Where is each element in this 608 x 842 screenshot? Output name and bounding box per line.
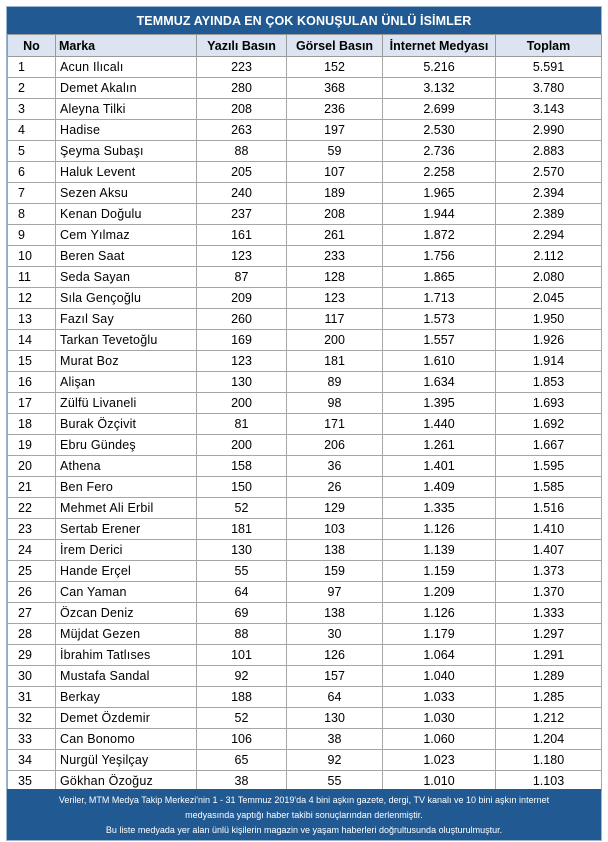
total-cell: 5.591	[496, 57, 602, 78]
name-cell: Mehmet Ali Erbil	[56, 498, 197, 519]
ranking-table	[7, 34, 602, 792]
internet-media-cell: 1.179	[383, 624, 496, 645]
table-row	[8, 435, 602, 456]
rank-cell: 27	[8, 603, 56, 624]
name-cell: Acun Ilıcalı	[56, 57, 197, 78]
source-note	[7, 789, 601, 840]
visual-media-cell: 64	[287, 687, 383, 708]
print-media-cell: 88	[197, 624, 287, 645]
internet-media-cell: 2.699	[383, 99, 496, 120]
print-media-cell: 64	[197, 582, 287, 603]
table-row	[8, 750, 602, 771]
total-cell: 1.853	[496, 372, 602, 393]
visual-media-cell: 89	[287, 372, 383, 393]
rank-cell: 7	[8, 183, 56, 204]
internet-media-cell: 5.216	[383, 57, 496, 78]
rank-cell: 30	[8, 666, 56, 687]
name-cell: Mustafa Sandal	[56, 666, 197, 687]
print-media-cell: 208	[197, 99, 287, 120]
print-media-cell: 223	[197, 57, 287, 78]
table-row	[8, 57, 602, 78]
table-row	[8, 729, 602, 750]
rank-cell: 18	[8, 414, 56, 435]
table-row	[8, 288, 602, 309]
print-media-cell: 158	[197, 456, 287, 477]
name-cell: Fazıl Say	[56, 309, 197, 330]
visual-media-cell: 206	[287, 435, 383, 456]
source-note-line-3: Bu liste medyada yer alan ünlü kişilerin magazin ve yaşam haberleri doğrultusunda oluşturulmuştur.	[105, 825, 503, 835]
print-media-cell: 55	[197, 561, 287, 582]
rank-cell: 8	[8, 204, 56, 225]
visual-media-cell: 138	[287, 603, 383, 624]
internet-media-cell: 1.335	[383, 498, 496, 519]
visual-media-cell: 38	[287, 729, 383, 750]
name-cell: Aleyna Tilki	[56, 99, 197, 120]
rank-cell: 34	[8, 750, 56, 771]
visual-media-cell: 107	[287, 162, 383, 183]
visual-media-cell: 92	[287, 750, 383, 771]
rank-cell: 12	[8, 288, 56, 309]
total-cell: 2.394	[496, 183, 602, 204]
total-cell: 1.373	[496, 561, 602, 582]
print-media-cell: 130	[197, 540, 287, 561]
name-cell: Murat Boz	[56, 351, 197, 372]
visual-media-cell: 129	[287, 498, 383, 519]
total-cell: 1.950	[496, 309, 602, 330]
print-media-cell: 88	[197, 141, 287, 162]
internet-media-cell: 1.573	[383, 309, 496, 330]
table-row	[8, 414, 602, 435]
table-row	[8, 78, 602, 99]
name-cell: Can Yaman	[56, 582, 197, 603]
visual-media-cell: 368	[287, 78, 383, 99]
print-media-cell: 200	[197, 393, 287, 414]
name-cell: Alişan	[56, 372, 197, 393]
print-media-cell: 150	[197, 477, 287, 498]
visual-media-cell: 159	[287, 561, 383, 582]
rank-cell: 23	[8, 519, 56, 540]
print-media-cell: 260	[197, 309, 287, 330]
name-cell: Hande Erçel	[56, 561, 197, 582]
print-media-cell: 200	[197, 435, 287, 456]
table-row	[8, 351, 602, 372]
ranking-document	[6, 6, 602, 841]
table-header-row	[8, 35, 602, 57]
total-cell: 2.045	[496, 288, 602, 309]
source-note-line-1: Veriler, MTM Medya Takip Merkezi'nin 1 - 31 Temmuz 2019'da 4 bini aşkın gazete, dergi, TV kanalı ve 10 bini aşkın internet	[58, 795, 550, 805]
visual-media-cell: 117	[287, 309, 383, 330]
rank-cell: 19	[8, 435, 56, 456]
internet-media-cell: 1.139	[383, 540, 496, 561]
table-row	[8, 624, 602, 645]
internet-media-cell: 1.209	[383, 582, 496, 603]
name-cell: Demet Akalın	[56, 78, 197, 99]
internet-media-cell: 1.713	[383, 288, 496, 309]
table-row	[8, 540, 602, 561]
total-cell: 1.693	[496, 393, 602, 414]
internet-media-cell: 1.010	[383, 771, 496, 792]
rank-cell: 10	[8, 246, 56, 267]
name-cell: Kenan Doğulu	[56, 204, 197, 225]
print-media-cell: 169	[197, 330, 287, 351]
visual-media-cell: 97	[287, 582, 383, 603]
visual-media-cell: 200	[287, 330, 383, 351]
rank-cell: 6	[8, 162, 56, 183]
print-media-cell: 69	[197, 603, 287, 624]
name-cell: Burak Özçivit	[56, 414, 197, 435]
print-media-cell: 237	[197, 204, 287, 225]
name-cell: Haluk Levent	[56, 162, 197, 183]
table-row	[8, 477, 602, 498]
table-row	[8, 204, 602, 225]
visual-media-cell: 98	[287, 393, 383, 414]
table-row	[8, 708, 602, 729]
table-row	[8, 141, 602, 162]
name-cell: Nurgül Yeşilçay	[56, 750, 197, 771]
rank-cell: 31	[8, 687, 56, 708]
print-media-cell: 205	[197, 162, 287, 183]
total-cell: 1.204	[496, 729, 602, 750]
rank-cell: 13	[8, 309, 56, 330]
print-media-cell: 101	[197, 645, 287, 666]
visual-media-cell: 36	[287, 456, 383, 477]
name-cell: Hadise	[56, 120, 197, 141]
visual-media-cell: 157	[287, 666, 383, 687]
visual-media-cell: 30	[287, 624, 383, 645]
rank-cell: 14	[8, 330, 56, 351]
total-cell: 1.595	[496, 456, 602, 477]
print-media-cell: 87	[197, 267, 287, 288]
table-row	[8, 582, 602, 603]
visual-media-cell: 138	[287, 540, 383, 561]
internet-media-cell: 1.401	[383, 456, 496, 477]
internet-media-cell: 1.865	[383, 267, 496, 288]
print-media-cell: 240	[197, 183, 287, 204]
table-row	[8, 687, 602, 708]
print-media-cell: 38	[197, 771, 287, 792]
print-media-cell: 123	[197, 351, 287, 372]
table-row	[8, 120, 602, 141]
name-cell: Demet Özdemir	[56, 708, 197, 729]
total-cell: 1.692	[496, 414, 602, 435]
total-cell: 2.990	[496, 120, 602, 141]
table-row	[8, 372, 602, 393]
internet-media-cell: 1.159	[383, 561, 496, 582]
internet-media-cell: 1.872	[383, 225, 496, 246]
visual-media-cell: 59	[287, 141, 383, 162]
name-cell: Berkay	[56, 687, 197, 708]
name-cell: İbrahim Tatlıses	[56, 645, 197, 666]
visual-media-cell: 181	[287, 351, 383, 372]
table-row	[8, 246, 602, 267]
name-cell: Şeyma Subaşı	[56, 141, 197, 162]
total-cell: 3.143	[496, 99, 602, 120]
rank-cell: 24	[8, 540, 56, 561]
name-cell: Gökhan Özoğuz	[56, 771, 197, 792]
table-row	[8, 309, 602, 330]
rank-cell: 2	[8, 78, 56, 99]
name-cell: İrem Derici	[56, 540, 197, 561]
total-cell: 1.585	[496, 477, 602, 498]
internet-media-cell: 1.557	[383, 330, 496, 351]
name-cell: Zülfü Livaneli	[56, 393, 197, 414]
total-cell: 1.212	[496, 708, 602, 729]
print-media-cell: 123	[197, 246, 287, 267]
visual-media-cell: 197	[287, 120, 383, 141]
total-cell: 1.297	[496, 624, 602, 645]
visual-media-cell: 130	[287, 708, 383, 729]
print-media-cell: 81	[197, 414, 287, 435]
internet-media-cell: 1.610	[383, 351, 496, 372]
print-media-cell: 181	[197, 519, 287, 540]
total-cell: 1.285	[496, 687, 602, 708]
visual-media-cell: 126	[287, 645, 383, 666]
name-cell: Müjdat Gezen	[56, 624, 197, 645]
internet-media-cell: 1.040	[383, 666, 496, 687]
table-row	[8, 99, 602, 120]
column-header-gorsel-basin: Görsel Basın	[287, 35, 383, 57]
print-media-cell: 188	[197, 687, 287, 708]
name-cell: Sezen Aksu	[56, 183, 197, 204]
visual-media-cell: 128	[287, 267, 383, 288]
total-cell: 2.883	[496, 141, 602, 162]
visual-media-cell: 123	[287, 288, 383, 309]
table-row	[8, 393, 602, 414]
total-cell: 1.407	[496, 540, 602, 561]
total-cell: 2.112	[496, 246, 602, 267]
internet-media-cell: 1.126	[383, 603, 496, 624]
total-cell: 1.103	[496, 771, 602, 792]
rank-cell: 4	[8, 120, 56, 141]
rank-cell: 28	[8, 624, 56, 645]
total-cell: 1.291	[496, 645, 602, 666]
rank-cell: 1	[8, 57, 56, 78]
table-row	[8, 183, 602, 204]
total-cell: 1.516	[496, 498, 602, 519]
table-row	[8, 267, 602, 288]
name-cell: Tarkan Tevetoğlu	[56, 330, 197, 351]
rank-cell: 15	[8, 351, 56, 372]
visual-media-cell: 103	[287, 519, 383, 540]
visual-media-cell: 236	[287, 99, 383, 120]
internet-media-cell: 3.132	[383, 78, 496, 99]
rank-cell: 35	[8, 771, 56, 792]
name-cell: Ben Fero	[56, 477, 197, 498]
internet-media-cell: 1.060	[383, 729, 496, 750]
internet-media-cell: 1.033	[383, 687, 496, 708]
internet-media-cell: 2.530	[383, 120, 496, 141]
rank-cell: 33	[8, 729, 56, 750]
internet-media-cell: 1.261	[383, 435, 496, 456]
internet-media-cell: 1.409	[383, 477, 496, 498]
rank-cell: 9	[8, 225, 56, 246]
total-cell: 1.333	[496, 603, 602, 624]
name-cell: Sıla Gençoğlu	[56, 288, 197, 309]
column-header-marka: Marka	[56, 35, 197, 57]
table-row	[8, 603, 602, 624]
total-cell: 3.780	[496, 78, 602, 99]
total-cell: 1.289	[496, 666, 602, 687]
total-cell: 1.926	[496, 330, 602, 351]
rank-cell: 22	[8, 498, 56, 519]
table-row	[8, 225, 602, 246]
visual-media-cell: 55	[287, 771, 383, 792]
visual-media-cell: 233	[287, 246, 383, 267]
total-cell: 1.370	[496, 582, 602, 603]
visual-media-cell: 152	[287, 57, 383, 78]
total-cell: 1.914	[496, 351, 602, 372]
print-media-cell: 280	[197, 78, 287, 99]
table-row	[8, 456, 602, 477]
rank-cell: 3	[8, 99, 56, 120]
rank-cell: 16	[8, 372, 56, 393]
total-cell: 2.570	[496, 162, 602, 183]
internet-media-cell: 1.023	[383, 750, 496, 771]
name-cell: Sertab Erener	[56, 519, 197, 540]
total-cell: 1.180	[496, 750, 602, 771]
table-row	[8, 330, 602, 351]
print-media-cell: 130	[197, 372, 287, 393]
internet-media-cell: 1.965	[383, 183, 496, 204]
print-media-cell: 52	[197, 498, 287, 519]
name-cell: Beren Saat	[56, 246, 197, 267]
table-row	[8, 666, 602, 687]
rank-cell: 11	[8, 267, 56, 288]
internet-media-cell: 1.440	[383, 414, 496, 435]
name-cell: Ebru Gündeş	[56, 435, 197, 456]
print-media-cell: 52	[197, 708, 287, 729]
table-row	[8, 162, 602, 183]
name-cell: Can Bonomo	[56, 729, 197, 750]
internet-media-cell: 1.126	[383, 519, 496, 540]
column-header-yazili-basin: Yazılı Basın	[197, 35, 287, 57]
rank-cell: 20	[8, 456, 56, 477]
rank-cell: 17	[8, 393, 56, 414]
print-media-cell: 161	[197, 225, 287, 246]
rank-cell: 25	[8, 561, 56, 582]
internet-media-cell: 1.634	[383, 372, 496, 393]
internet-media-cell: 1.030	[383, 708, 496, 729]
table-row	[8, 519, 602, 540]
column-header-no: No	[8, 35, 56, 57]
rank-cell: 5	[8, 141, 56, 162]
visual-media-cell: 189	[287, 183, 383, 204]
name-cell: Seda Sayan	[56, 267, 197, 288]
source-note-line-2: medyasında yaptığı haber takibi sonuçlarından derlenmiştir.	[185, 810, 423, 820]
table-row	[8, 645, 602, 666]
visual-media-cell: 261	[287, 225, 383, 246]
print-media-cell: 65	[197, 750, 287, 771]
internet-media-cell: 1.395	[383, 393, 496, 414]
internet-media-cell: 2.258	[383, 162, 496, 183]
total-cell: 2.294	[496, 225, 602, 246]
total-cell: 1.667	[496, 435, 602, 456]
total-cell: 2.080	[496, 267, 602, 288]
print-media-cell: 263	[197, 120, 287, 141]
internet-media-cell: 1.944	[383, 204, 496, 225]
name-cell: Özcan Deniz	[56, 603, 197, 624]
column-header-internet-medyasi: İnternet Medyası	[383, 35, 496, 57]
print-media-cell: 92	[197, 666, 287, 687]
visual-media-cell: 26	[287, 477, 383, 498]
rank-cell: 26	[8, 582, 56, 603]
visual-media-cell: 171	[287, 414, 383, 435]
print-media-cell: 106	[197, 729, 287, 750]
name-cell: Cem Yılmaz	[56, 225, 197, 246]
total-cell: 2.389	[496, 204, 602, 225]
page-title: TEMMUZ AYINDA EN ÇOK KONUŞULAN ÜNLÜ İSİMLER	[7, 7, 601, 34]
internet-media-cell: 1.064	[383, 645, 496, 666]
rank-cell: 29	[8, 645, 56, 666]
column-header-toplam: Toplam	[496, 35, 602, 57]
internet-media-cell: 1.756	[383, 246, 496, 267]
name-cell: Athena	[56, 456, 197, 477]
rank-cell: 32	[8, 708, 56, 729]
table-row	[8, 561, 602, 582]
print-media-cell: 209	[197, 288, 287, 309]
visual-media-cell: 208	[287, 204, 383, 225]
internet-media-cell: 2.736	[383, 141, 496, 162]
rank-cell: 21	[8, 477, 56, 498]
total-cell: 1.410	[496, 519, 602, 540]
table-row	[8, 498, 602, 519]
